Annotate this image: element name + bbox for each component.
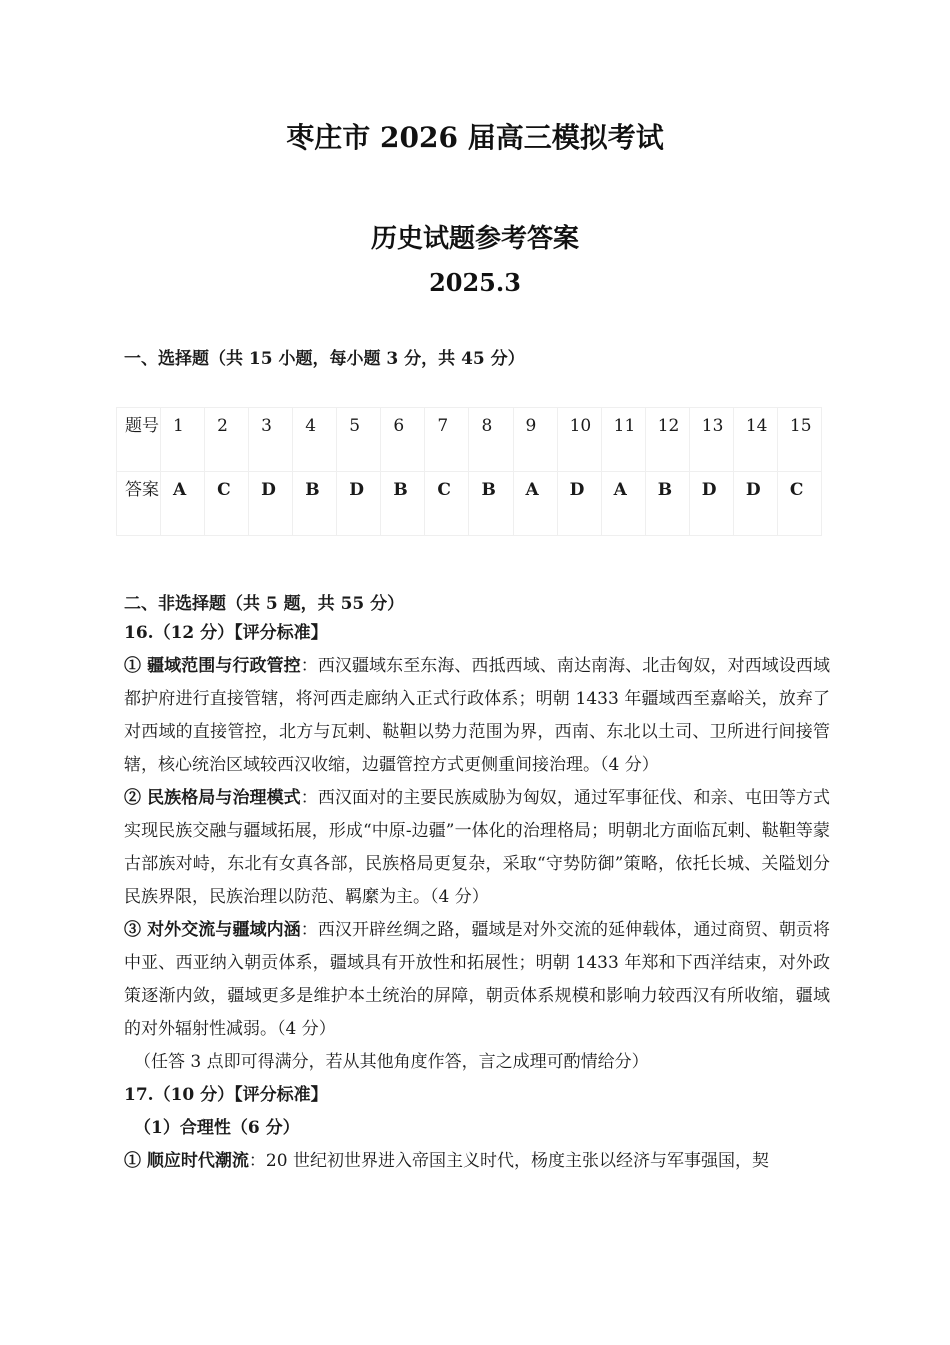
exam-date: 2025.3 bbox=[429, 268, 521, 297]
section-2-body bbox=[124, 617, 830, 1178]
q17-point-1 bbox=[124, 1145, 830, 1178]
answer-cell: A bbox=[513, 472, 557, 536]
answer-key-table bbox=[116, 407, 822, 536]
q16-scoring-note: （任答 3 点即可得满分，若从其他角度作答，言之成理可酌情给分） bbox=[134, 1052, 649, 1072]
q17-point-1-text: ：20 世纪初世界进入帝国主义时代，杨度主张以经济与军事强国，契 bbox=[248, 1151, 769, 1171]
q16-point-1 bbox=[124, 650, 830, 782]
answer-cell: C bbox=[205, 472, 249, 536]
q16-point-2-key: ② 民族格局与治理模式 bbox=[124, 788, 301, 808]
section-2-heading: 二、非选择题（共 5 题，共 55 分） bbox=[124, 594, 405, 614]
answer-cell: D bbox=[249, 472, 293, 536]
question-number-row bbox=[117, 408, 822, 472]
question-number: 8 bbox=[469, 408, 513, 472]
answer-cell: A bbox=[601, 472, 645, 536]
q16-point-3-text: ：西汉开辟丝绸之路，疆域是对外交流的延伸载体，通过商贸、朝贡将中亚、西亚纳入朝贡体系，疆域具有开放性和拓展性；明朝 1433 年郑和下西洋结束，对外政策逐渐内敛，疆域更多是维护本土统治的屏障，朝贡体系规模和影响力较西汉有所收缩，疆域的对外辐射性减弱。（4 分） bbox=[124, 920, 831, 1039]
exam-title: 枣庄市 2026 届高三模拟考试 bbox=[286, 121, 664, 154]
question-number: 7 bbox=[425, 408, 469, 472]
q17-point-1-key: ① 顺应时代潮流 bbox=[124, 1151, 249, 1171]
question-number: 14 bbox=[733, 408, 777, 472]
answer-cell: C bbox=[425, 472, 469, 536]
q16-point-3 bbox=[124, 914, 830, 1046]
q16-point-2 bbox=[124, 782, 830, 914]
question-number: 4 bbox=[293, 408, 337, 472]
answer-cell: D bbox=[557, 472, 601, 536]
question-number: 3 bbox=[249, 408, 293, 472]
q16-point-1-key: ① 疆域范围与行政管控 bbox=[124, 656, 301, 676]
question-number: 2 bbox=[205, 408, 249, 472]
answer-row bbox=[117, 472, 822, 536]
answer-cell: C bbox=[777, 472, 821, 536]
question-number: 10 bbox=[557, 408, 601, 472]
q16-point-3-key: ③ 对外交流与疆域内涵 bbox=[124, 920, 301, 940]
answer-cell: B bbox=[293, 472, 337, 536]
q16-point-1-text: ：西汉疆域东至东海、西抵西域、南达南海、北击匈奴，对西域设西域都护府进行直接管辖，将河西走廊纳入正式行政体系；明朝 1433 年疆域西至嘉峪关，放弃了对西域的直接管控，北方与瓦剌、鞑靼以势力范围为界，西南、东北以土司、卫所进行间接管辖，核心统治区域较西汉收缩，边疆管控方式更侧重间接治理。（4 分） bbox=[124, 656, 831, 775]
answer-cell: D bbox=[689, 472, 733, 536]
answer-cell: B bbox=[469, 472, 513, 536]
subject-title: 历史试题参考答案 bbox=[370, 224, 579, 254]
section-1-heading: 一、选择题（共 15 小题，每小题 3 分，共 45 分） bbox=[124, 349, 525, 369]
row-label-answer: 答案 bbox=[117, 472, 161, 536]
question-number: 12 bbox=[645, 408, 689, 472]
answer-cell: D bbox=[733, 472, 777, 536]
question-number: 13 bbox=[689, 408, 733, 472]
answer-cell: B bbox=[645, 472, 689, 536]
question-number: 15 bbox=[777, 408, 821, 472]
answer-cell: A bbox=[161, 472, 205, 536]
answer-cell: B bbox=[381, 472, 425, 536]
question-number: 6 bbox=[381, 408, 425, 472]
question-number: 9 bbox=[513, 408, 557, 472]
answer-cell: D bbox=[337, 472, 381, 536]
question-number: 5 bbox=[337, 408, 381, 472]
question-number: 1 bbox=[161, 408, 205, 472]
q16-point-2-text: ：西汉面对的主要民族威胁为匈奴，通过军事征伐、和亲、屯田等方式实现民族交融与疆域拓展，形成“中原-边疆”一体化的治理格局；明朝北方面临瓦剌、鞑靼等蒙古部族对峙，东北有女真各部，民族格局更复杂，采取“守势防御”策略，依托长城、关隘划分民族界限，民族治理以防范、羁縻为主。（4 分） bbox=[124, 788, 831, 907]
q17-subheading: （1）合理性（6 分） bbox=[134, 1118, 300, 1138]
question-17-heading: 17.（10 分）【评分标准】 bbox=[124, 1085, 328, 1105]
question-16-heading: 16.（12 分）【评分标准】 bbox=[124, 623, 328, 643]
row-label-question: 题号 bbox=[117, 408, 161, 472]
question-number: 11 bbox=[601, 408, 645, 472]
